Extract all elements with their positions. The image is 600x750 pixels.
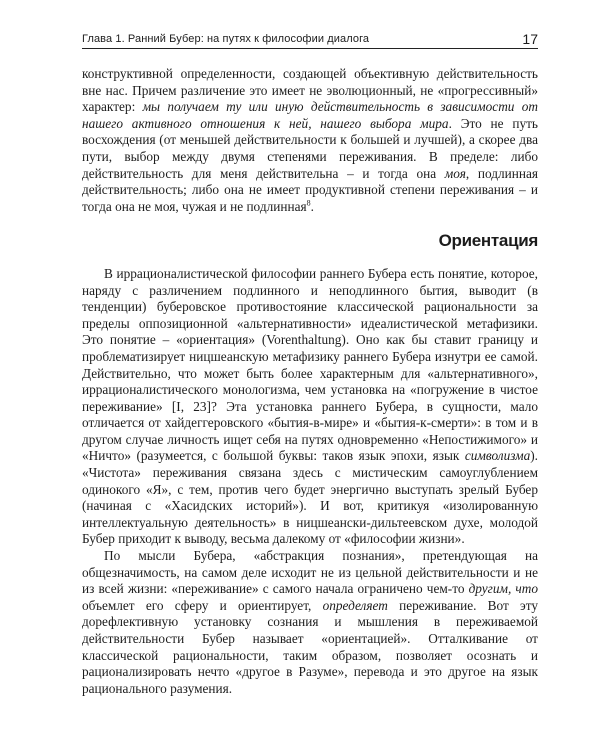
paragraph: По мысли Бубера, «абстракция познания», претендующая на общезначимость, на самом деле исходит не из цельной действительности и не из всей жизни: «переживание» с самого начала ограничено чем-то другим, что объемлет его сферу и ориентирует, определяет переживание. Вот эту дорефлективную установку сознания и мышления в переживаемой действительности Бубер называет «ориентацией». Отталкивание от классической рациональности, таким образом, позволяет осознать и рационализировать нечто «другое в Разуме», перевода и это другое на язык рационального разумения. (82, 548, 538, 696)
page-number: 17 (522, 31, 538, 47)
paragraph-continued: конструктивной определенности, создающей объективную действительность вне нас. Причем различение это имеет не эволюционный, не «прогрессивный» характер: мы получаем ту или иную действительность в зависимости от нашего активного отношения к ней, нашего выбора мира. Это не путь восхождения (от меньшей действительности к большей и лучшей), а скорее два пути, выбор между двумя степенями переживания. В пределе: либо действительность для меня действительна – и тогда она моя, подлинная действительность; либо она не имеет продуктивной степени переживания – и тогда она не моя, чужая и не подлинная$^8$. (82, 66, 539, 214)
footnote-marker: 8 (306, 198, 311, 208)
body-text (82, 66, 538, 697)
chapter-title: Глава 1. Ранний Бубер: на путях к философии диалога (82, 33, 370, 45)
running-head (82, 28, 538, 49)
section-heading: Ориентация (438, 231, 538, 251)
paragraph: В иррационалистической философии раннего Бубера есть понятие, которое, наряду с различением подлинного и неподлинного бытия, выводит (в тенденции) буберовское противостояние классической рациональности за пределы оппозиционной «альтернативности» идеалистической метафизики. Это понятие – «ориентация» (Vorenthaltung). Оно как бы ставит границу и проблематизирует ницшеанскую метафизику раннего Бубера изнутри ее самой. Действительно, что может быть более характерным для «альтернативного», иррационалистического монологизма, чем установка на «погружение в чистое переживание» [I, 23]? Эта установка раннего Бубера, в сущности, мало отличается от хайдеггеровского «бытия-в-мире» и «бытия-к-смерти»: в том и в другом случае личность ищет себя на путях одновременно «Непостижимого» и «Ничто» (разумеется, с большой буквы: таков язык эпохи, язык символизма). «Чистота» переживания связана здесь с мистическим самоуглублением одинокого «Я», с тем, против чего будет энергично выступать зрелый Бубер (начиная с «Хасидских историй»). И вот, критикуя «изолированную интеллектуальную деятельность» в ницшеански-дильтеевском духе, молодой Бубер приходит к выводу, весьма далекому от «философии жизни». (82, 265, 538, 547)
